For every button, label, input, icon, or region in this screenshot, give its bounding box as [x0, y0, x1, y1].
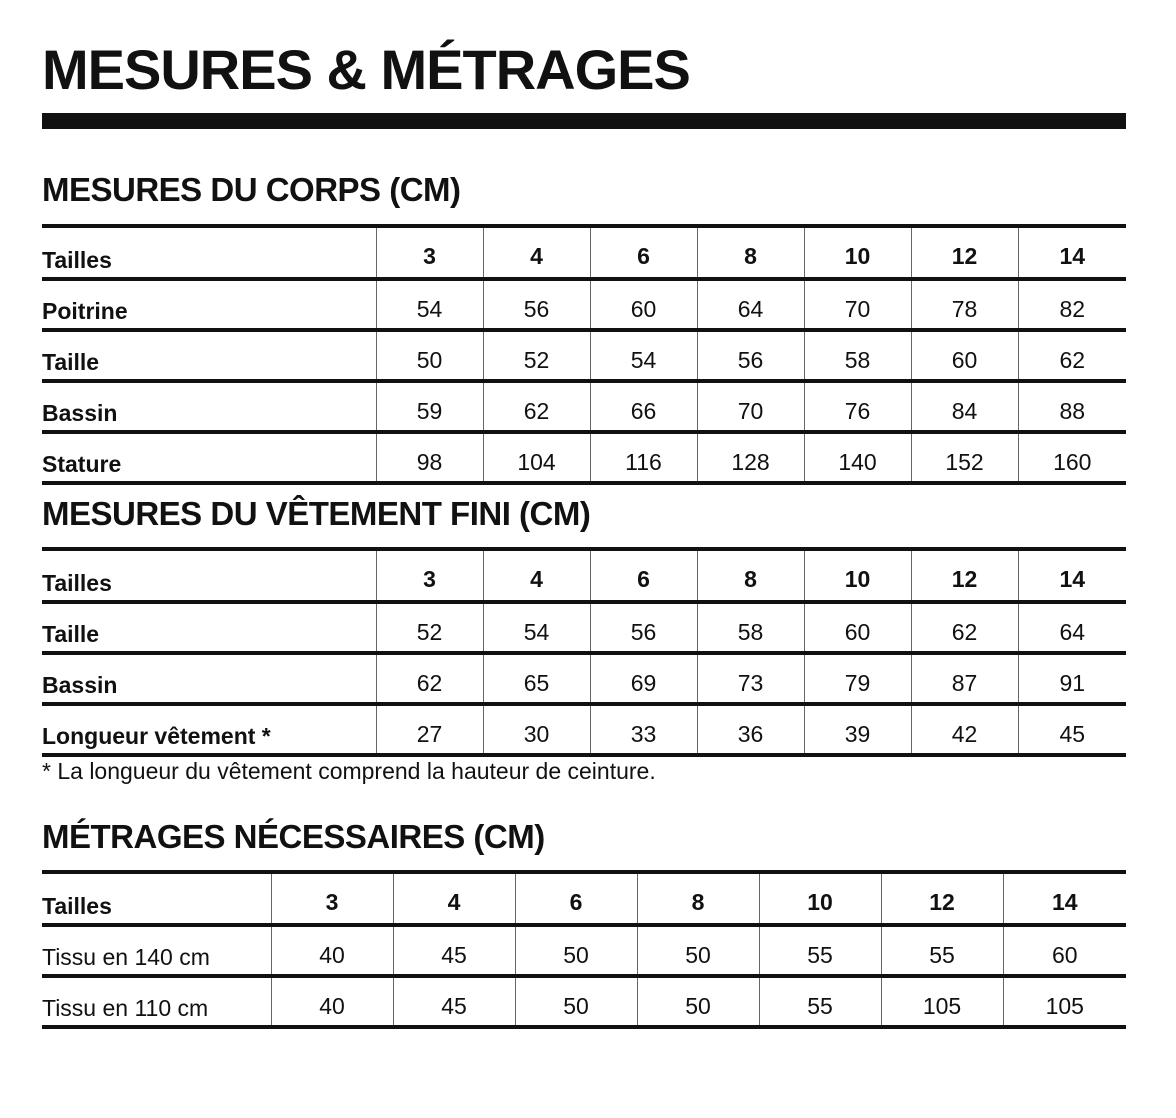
size-header: 8: [697, 549, 804, 602]
cell-value: 55: [759, 925, 881, 976]
size-header: 6: [590, 549, 697, 602]
table-header-row: [42, 549, 1126, 602]
size-header: 4: [393, 872, 515, 925]
cell-value: 105: [881, 976, 1003, 1027]
header-label: Tailles: [42, 226, 376, 279]
body-measurements-title: MESURES DU CORPS (CM): [42, 171, 461, 208]
finished-garment-table: [42, 547, 1126, 757]
cell-value: 62: [483, 381, 590, 432]
cell-value: 66: [590, 381, 697, 432]
cell-value: 60: [1003, 925, 1126, 976]
table-row: [42, 704, 1126, 755]
size-header: 10: [804, 549, 911, 602]
cell-value: 62: [1018, 330, 1126, 381]
table-row: [42, 976, 1126, 1027]
cell-value: 60: [911, 330, 1018, 381]
size-header: 6: [515, 872, 637, 925]
table-row: [42, 602, 1126, 653]
cell-value: 70: [697, 381, 804, 432]
cell-value: 45: [393, 976, 515, 1027]
cell-value: 105: [1003, 976, 1126, 1027]
row-label: Taille: [42, 602, 376, 653]
size-header: 12: [911, 226, 1018, 279]
cell-value: 55: [881, 925, 1003, 976]
fabric-requirements-table: [42, 870, 1126, 1029]
cell-value: 50: [376, 330, 483, 381]
table-row: [42, 432, 1126, 483]
table-row: [42, 381, 1126, 432]
cell-value: 62: [376, 653, 483, 704]
table-row: [42, 925, 1126, 976]
table-row: [42, 653, 1126, 704]
cell-value: 50: [515, 925, 637, 976]
table-row: [42, 330, 1126, 381]
cell-value: 76: [804, 381, 911, 432]
cell-value: 60: [590, 279, 697, 330]
page-title: MESURES & MÉTRAGES: [42, 38, 690, 101]
cell-value: 84: [911, 381, 1018, 432]
size-header: 14: [1018, 549, 1126, 602]
cell-value: 98: [376, 432, 483, 483]
size-header: 10: [759, 872, 881, 925]
cell-value: 73: [697, 653, 804, 704]
fabric-requirements-title: MÉTRAGES NÉCESSAIRES (CM): [42, 818, 545, 855]
table-row: [42, 279, 1126, 330]
cell-value: 58: [697, 602, 804, 653]
size-header: 4: [483, 549, 590, 602]
cell-value: 50: [515, 976, 637, 1027]
footnote: * La longueur du vêtement comprend la hauteur de ceinture.: [42, 758, 656, 784]
size-header: 4: [483, 226, 590, 279]
cell-value: 54: [590, 330, 697, 381]
size-header: 12: [911, 549, 1018, 602]
cell-value: 64: [697, 279, 804, 330]
cell-value: 116: [590, 432, 697, 483]
table-header-row: [42, 226, 1126, 279]
cell-value: 60: [804, 602, 911, 653]
cell-value: 54: [376, 279, 483, 330]
row-label: Stature: [42, 432, 376, 483]
row-label: Taille: [42, 330, 376, 381]
cell-value: 52: [483, 330, 590, 381]
cell-value: 54: [483, 602, 590, 653]
cell-value: 45: [393, 925, 515, 976]
cell-value: 91: [1018, 653, 1126, 704]
size-header: 14: [1003, 872, 1126, 925]
cell-value: 56: [590, 602, 697, 653]
cell-value: 152: [911, 432, 1018, 483]
row-label: Tissu en 140 cm: [42, 925, 271, 976]
cell-value: 45: [1018, 704, 1126, 755]
body-measurements-table: [42, 224, 1126, 485]
size-header: 8: [697, 226, 804, 279]
cell-value: 82: [1018, 279, 1126, 330]
table-header-row: [42, 872, 1126, 925]
cell-value: 59: [376, 381, 483, 432]
cell-value: 39: [804, 704, 911, 755]
cell-value: 65: [483, 653, 590, 704]
cell-value: 30: [483, 704, 590, 755]
cell-value: 50: [637, 976, 759, 1027]
row-label: Bassin: [42, 381, 376, 432]
size-header: 6: [590, 226, 697, 279]
cell-value: 69: [590, 653, 697, 704]
cell-value: 58: [804, 330, 911, 381]
cell-value: 104: [483, 432, 590, 483]
size-header: 3: [376, 549, 483, 602]
cell-value: 62: [911, 602, 1018, 653]
row-label: Longueur vêtement *: [42, 704, 376, 755]
size-header: 3: [376, 226, 483, 279]
cell-value: 27: [376, 704, 483, 755]
cell-value: 56: [697, 330, 804, 381]
size-header: 3: [271, 872, 393, 925]
cell-value: 52: [376, 602, 483, 653]
cell-value: 56: [483, 279, 590, 330]
row-label: Bassin: [42, 653, 376, 704]
cell-value: 87: [911, 653, 1018, 704]
cell-value: 70: [804, 279, 911, 330]
size-header: 14: [1018, 226, 1126, 279]
cell-value: 160: [1018, 432, 1126, 483]
cell-value: 33: [590, 704, 697, 755]
cell-value: 128: [697, 432, 804, 483]
cell-value: 40: [271, 925, 393, 976]
cell-value: 40: [271, 976, 393, 1027]
cell-value: 88: [1018, 381, 1126, 432]
row-label: Poitrine: [42, 279, 376, 330]
size-header: 8: [637, 872, 759, 925]
cell-value: 55: [759, 976, 881, 1027]
cell-value: 42: [911, 704, 1018, 755]
row-label: Tissu en 110 cm: [42, 976, 271, 1027]
header-label: Tailles: [42, 549, 376, 602]
finished-garment-title: MESURES DU VÊTEMENT FINI (CM): [42, 495, 591, 532]
size-header: 12: [881, 872, 1003, 925]
cell-value: 50: [637, 925, 759, 976]
cell-value: 64: [1018, 602, 1126, 653]
cell-value: 140: [804, 432, 911, 483]
size-header: 10: [804, 226, 911, 279]
cell-value: 36: [697, 704, 804, 755]
cell-value: 78: [911, 279, 1018, 330]
header-label: Tailles: [42, 872, 271, 925]
title-divider: [42, 113, 1126, 129]
cell-value: 79: [804, 653, 911, 704]
